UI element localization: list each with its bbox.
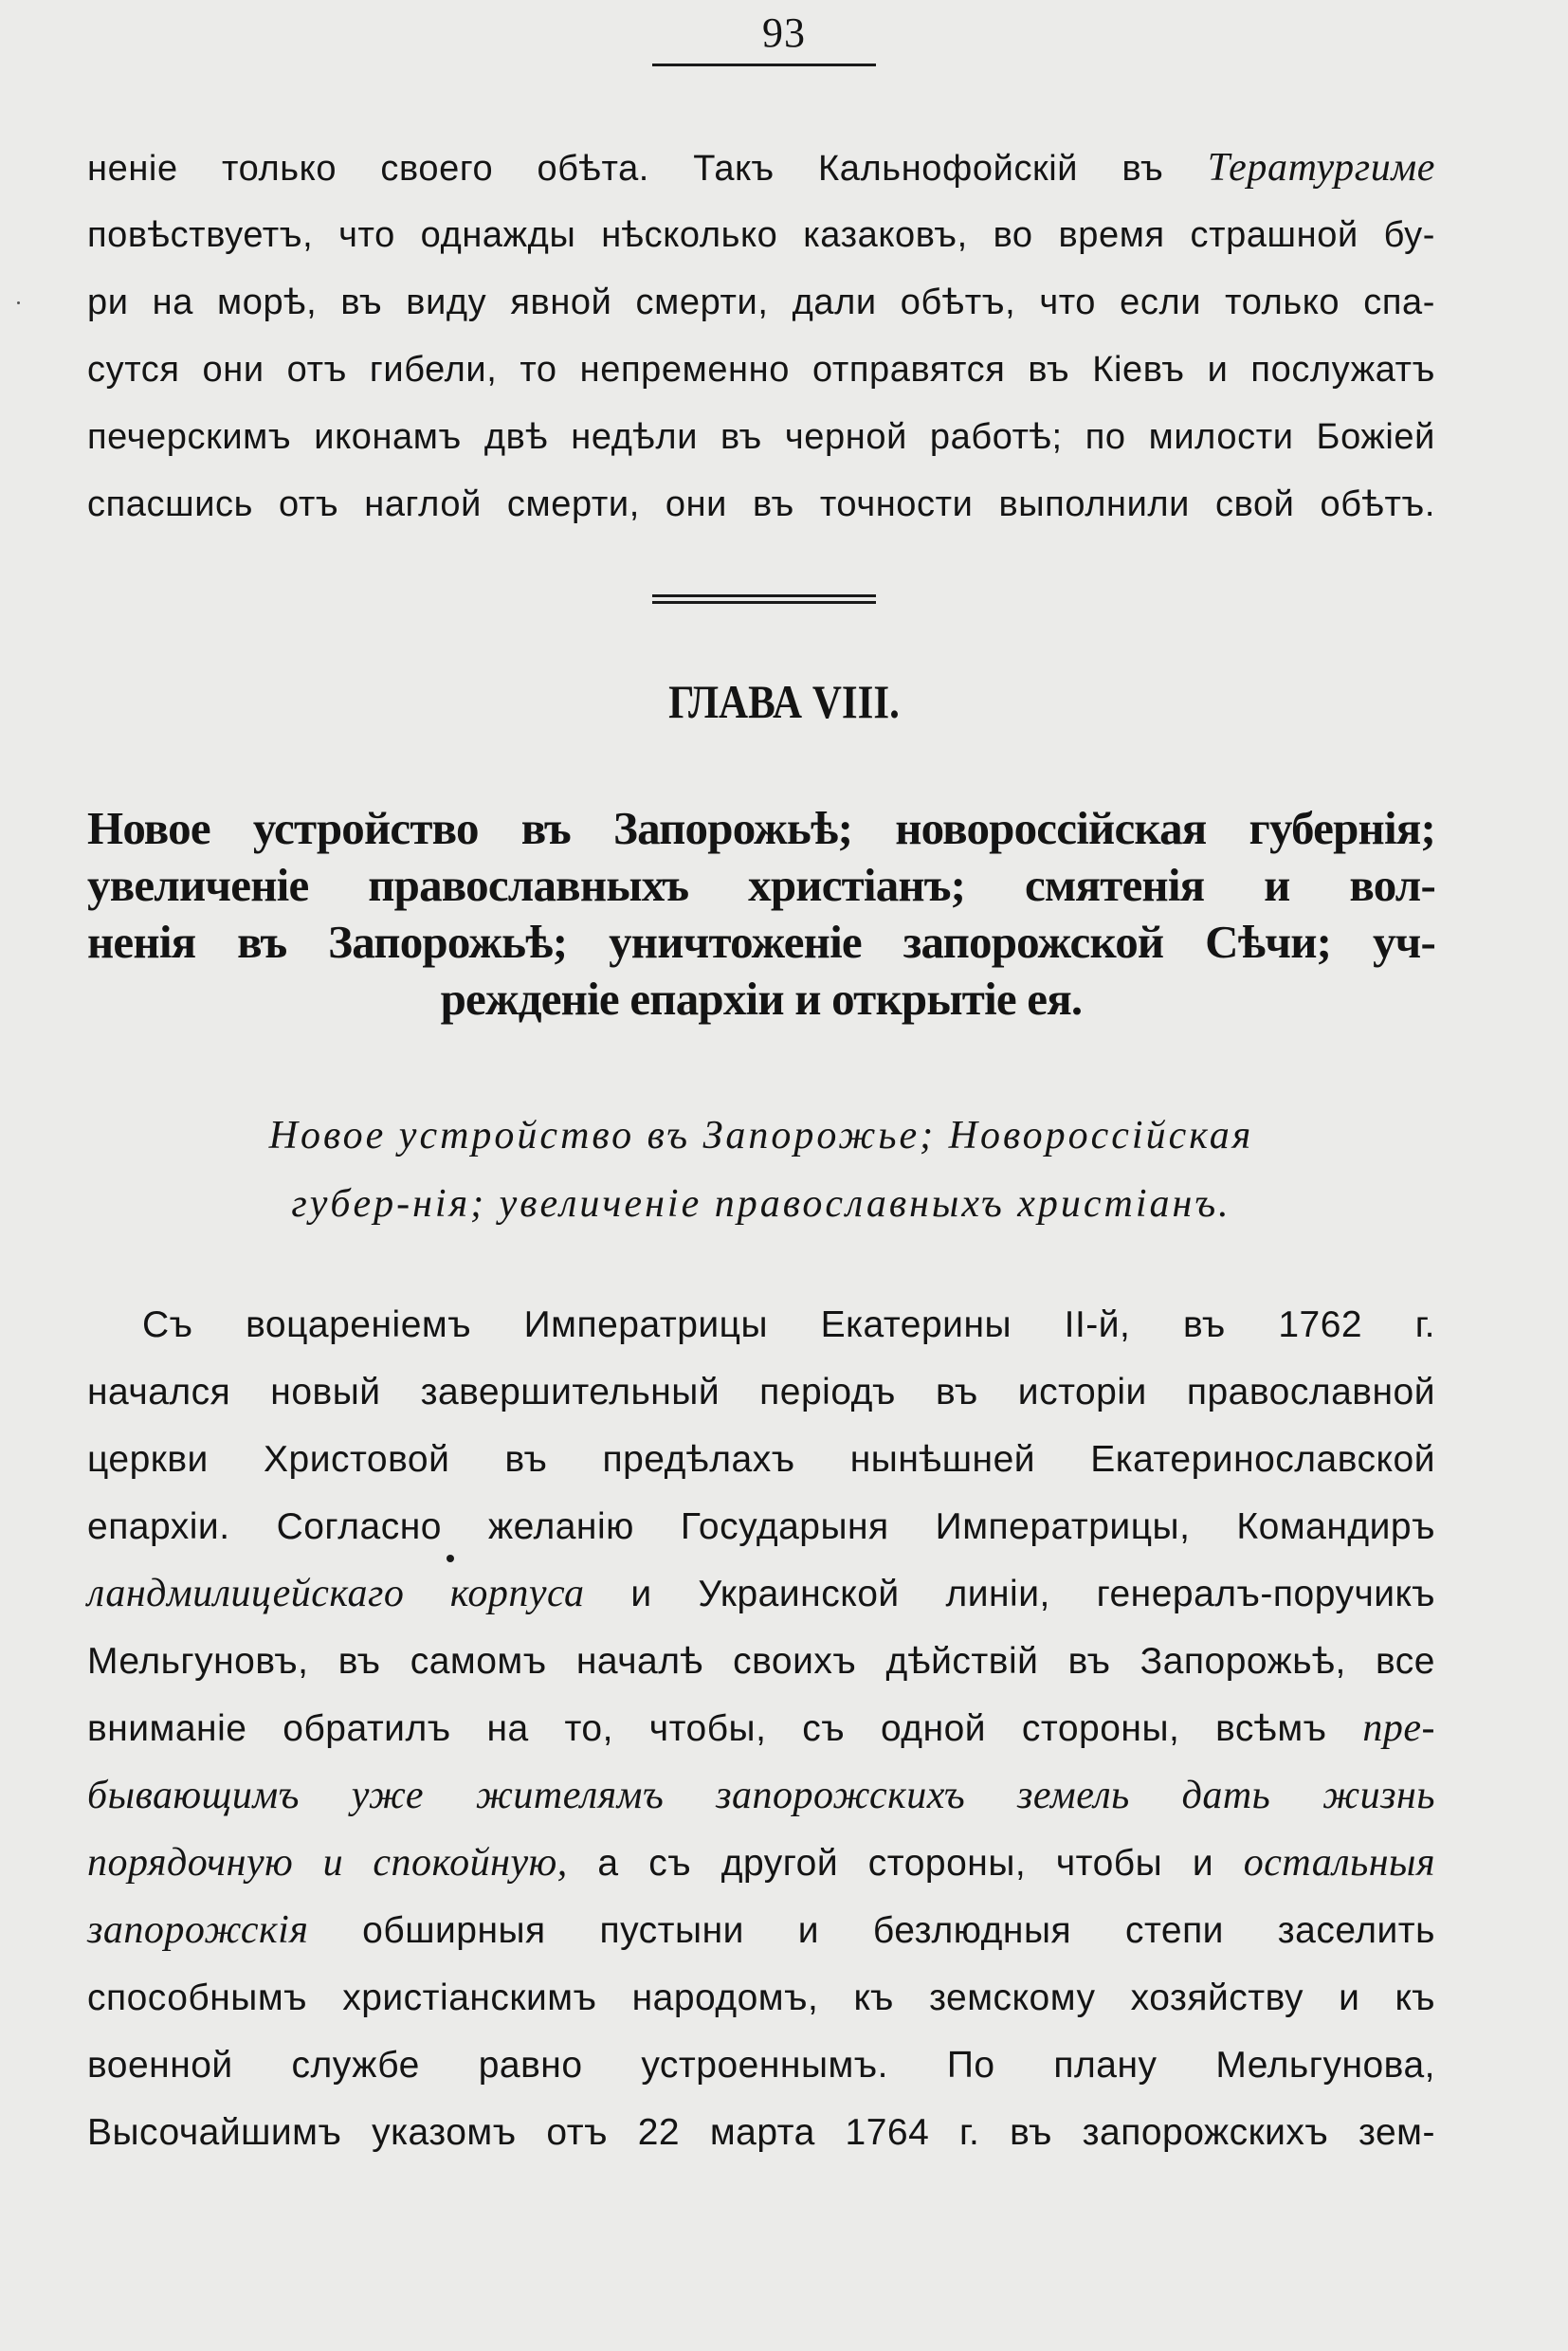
- body-paragraph: [87, 1291, 1435, 2166]
- summary-line: режденiе епархiи и открытiе ея.: [440, 973, 1083, 1025]
- text-run: а съ другой стороны, чтобы и: [567, 1843, 1244, 1884]
- text-run: Съ воцаренiемъ Императрицы Екатерины II-й, въ 1762 г.: [142, 1304, 1435, 1345]
- text-line: [87, 1897, 1435, 1964]
- text-run: способнымъ христiанскимъ народомъ, къ земскому хозяйству и къ: [87, 1977, 1435, 2018]
- page-header: [0, 8, 1568, 59]
- text-line: [87, 1762, 1435, 1830]
- continuation-paragraph: [87, 135, 1435, 538]
- text-line: [87, 1560, 1435, 1628]
- text-run: спасшись отъ наглой смерти, они въ точности выполнили свой обѣтъ.: [87, 484, 1435, 524]
- text-run: ри на морѣ, въ виду явной смерти, дали обѣтъ, что если только спа-: [87, 282, 1435, 322]
- text-run: обширныя пустыни и безлюдныя степи заселить: [308, 1910, 1435, 1951]
- text-run: военной службе равно устроеннымъ. По плану Мельгунова,: [87, 2045, 1435, 2086]
- header-rule: [652, 64, 876, 66]
- text-run: повѣствуетъ, что однажды нѣсколько казаковъ, во время страшной бу-: [87, 215, 1435, 255]
- page-number: 93: [762, 9, 806, 56]
- text-run: сутся они отъ гибели, то непременно отправятся въ Кiевъ и послужатъ: [87, 350, 1435, 390]
- text-run: нeнiе только своего обѣта. Такъ Кальнофойскiй въ: [87, 149, 1208, 189]
- text-line: [87, 1830, 1435, 1897]
- section-title-line: Новое устройство въ Запорожье; Новороссiйская: [268, 1114, 1254, 1157]
- divider-line-bottom: [652, 601, 876, 604]
- italic-run: ландмилицейскаго корпуса: [87, 1572, 585, 1615]
- text-line: [87, 404, 1435, 471]
- section-title: [87, 1102, 1435, 1238]
- text-line: [87, 1493, 1435, 1560]
- text-run: церкви Христовой въ предѣлахъ нынѣшней Екатеринославской: [87, 1439, 1435, 1480]
- text-line: [87, 2099, 1435, 2166]
- summary-line: увеличенiе православныхъ христiанъ; смятенiя и вол-: [87, 859, 1435, 911]
- chapter-title: ГЛАВА VIII.: [668, 675, 900, 728]
- text-line: [87, 471, 1435, 538]
- text-line: [87, 2032, 1435, 2099]
- text-run: епархiи. Согласно желанiю Государыня Императрицы, Командиръ: [87, 1506, 1435, 1547]
- italic-run: пре-: [1362, 1706, 1435, 1750]
- text-run: Мельгуновъ, въ самомъ началѣ своихъ дѣйствiй въ Запорожьѣ, все: [87, 1641, 1435, 1682]
- text-line: [87, 1426, 1435, 1493]
- italic-run: остальныя: [1243, 1841, 1435, 1885]
- italic-run: бывающимъ уже жителямъ запорожскихъ земель дать жизнь: [87, 1774, 1435, 1817]
- text-run: вниманiе обратилъ на то, чтобы, съ одной стороны, всѣмъ: [87, 1708, 1363, 1749]
- margin-speck: [17, 301, 20, 304]
- ink-dot: [447, 1555, 454, 1562]
- text-line: [87, 269, 1435, 337]
- text-run: начался новый завершительный перiодъ въ исторiи православной: [87, 1372, 1435, 1412]
- text-line: [87, 1291, 1435, 1358]
- italic-run: Тератургиме: [1207, 146, 1435, 190]
- chapter-divider: [652, 594, 876, 605]
- text-run: и Украинской линiи, генералъ-поручикъ: [584, 1574, 1435, 1614]
- text-line: [87, 202, 1435, 269]
- text-line: [87, 1964, 1435, 2032]
- summary-line: Новое устройство въ Запорожьѣ; новороссiйская губернiя;: [87, 802, 1435, 854]
- italic-run: порядочную и спокойную,: [87, 1841, 568, 1885]
- chapter-summary: [87, 800, 1435, 1028]
- summary-line: ненiя въ Запорожьѣ; уничтоженiе запорожской Сѣчи; уч-: [87, 916, 1435, 968]
- text-run: печерскимъ иконамъ двѣ недѣли въ черной работѣ; по милости Божiей: [87, 417, 1435, 457]
- text-line: [87, 135, 1435, 202]
- text-line: [87, 337, 1435, 404]
- text-line: [87, 1695, 1435, 1762]
- text-line: [87, 1628, 1435, 1695]
- text-line: [87, 1358, 1435, 1426]
- section-title-line: губер-нiя; увеличенiе православныхъ христiанъ.: [291, 1182, 1231, 1226]
- text-run: Высочайшимъ указомъ отъ 22 марта 1764 г. въ запорожскихъ зем-: [87, 2112, 1435, 2153]
- italic-run: запорожскiя: [87, 1908, 309, 1952]
- divider-line-top: [652, 594, 876, 597]
